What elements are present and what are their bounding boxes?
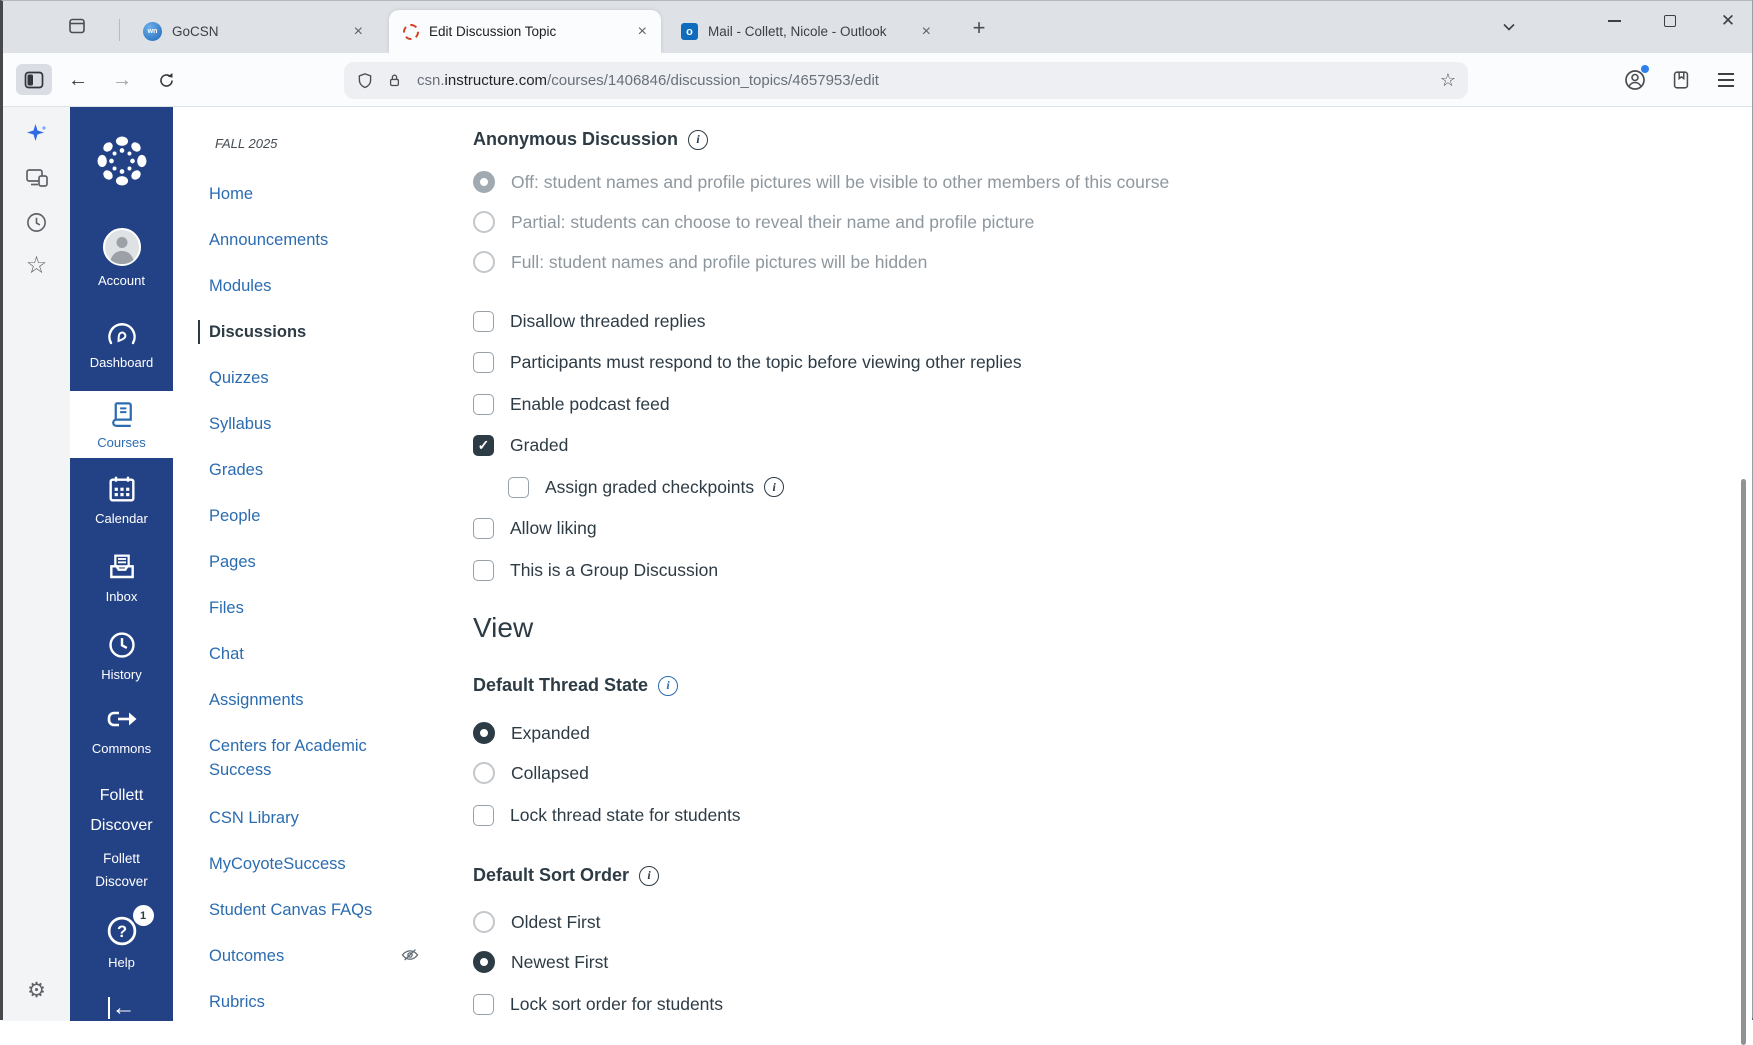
section-title: Default Sort Order [473, 865, 630, 885]
checkbox-label: Disallow threaded replies [510, 310, 706, 331]
sidebar-item-inbox[interactable] [70, 551, 173, 604]
tab-outlook-mail[interactable] [667, 10, 945, 53]
sidebar-item-label: History [101, 667, 142, 682]
collections-icon[interactable] [1664, 63, 1698, 97]
checkbox-lock-sort-order[interactable] [473, 990, 723, 1018]
sidebar-item-label: Dashboard [89, 355, 154, 370]
radio-label: Full: student names and profile pictures will be hidden [511, 251, 928, 272]
sidebar-item-commons[interactable] [70, 707, 173, 756]
shield-icon[interactable] [356, 71, 374, 91]
sidebar-item-follett-discover-2[interactable] [70, 847, 173, 893]
info-icon[interactable]: i [658, 676, 678, 696]
tab-title: Edit Discussion Topic [429, 24, 557, 39]
window-close-button[interactable]: ✕ [1720, 11, 1736, 30]
checkbox-label: This is a Group Discussion [510, 559, 719, 580]
checkbox-graded[interactable] [473, 431, 568, 459]
calendar-icon [106, 473, 138, 505]
tab-title: Mail - Collett, Nicole - Outlook [708, 24, 887, 39]
course-nav-assignments[interactable]: Assignments [209, 691, 304, 709]
hidden-eye-slash-icon [399, 945, 421, 965]
radio-label: Collapsed [511, 762, 589, 783]
history-clock-icon [106, 629, 138, 661]
info-icon[interactable]: i [639, 866, 659, 886]
course-nav-pages[interactable]: Pages [209, 553, 256, 571]
collapse-arrow-icon: ← [108, 997, 136, 1019]
radio-anonymous-full[interactable] [473, 248, 927, 276]
sidebar-item-help[interactable] [70, 909, 173, 970]
browser-sidebar-rail [3, 107, 70, 1021]
checkbox[interactable] [473, 435, 494, 456]
inbox-tray-icon [106, 551, 138, 583]
forward-button[interactable]: → [112, 68, 132, 91]
course-nav-syllabus[interactable]: Syllabus [209, 415, 272, 433]
checkbox-label: Lock sort order for students [510, 993, 724, 1014]
course-nav-modules[interactable]: Modules [209, 277, 272, 295]
browser-toolbar [3, 53, 1752, 107]
checkbox-label: Lock thread state for students [510, 804, 741, 825]
favorites-star-icon[interactable]: ☆ [25, 252, 48, 279]
course-nav-label: Outcomes [209, 947, 285, 965]
course-nav-mycoyotesuccess[interactable]: MyCoyoteSuccess [209, 855, 346, 873]
section-title: Anonymous Discussion [473, 129, 679, 149]
radio-button[interactable] [473, 722, 495, 744]
check-icon: ✓ [477, 436, 490, 453]
tab-title: GoCSN [172, 24, 219, 39]
reload-button[interactable] [149, 63, 183, 97]
checkbox-assign-graded-checkpoints[interactable] [508, 473, 784, 501]
radio-button[interactable] [473, 171, 495, 193]
checkbox[interactable] [473, 560, 494, 581]
course-nav-quizzes[interactable]: Quizzes [209, 369, 269, 387]
checkbox-label: Assign graded checkpoints [545, 476, 755, 497]
sidebar-item-history[interactable] [70, 629, 173, 682]
sidebar-item-label: Inbox [105, 589, 138, 604]
canvas-logo[interactable] [70, 133, 173, 189]
course-nav-student-canvas-faqs[interactable]: Student Canvas FAQs [209, 901, 373, 919]
back-button[interactable]: ← [68, 68, 88, 91]
window-minimize-button[interactable] [1589, 1, 1639, 41]
checkbox-lock-thread-state[interactable] [473, 801, 741, 829]
workspace-icon[interactable] [67, 16, 87, 36]
url-subdomain: csn. [417, 72, 445, 89]
anonymous-discussion-heading [473, 129, 708, 150]
tab-edit-discussion-topic[interactable] [389, 10, 661, 53]
checkbox[interactable] [473, 311, 494, 332]
help-badge: 1 [133, 905, 154, 926]
dashboard-gauge-icon [105, 319, 139, 349]
sidebar-toggle-button[interactable] [16, 64, 52, 95]
radio-button[interactable] [473, 911, 495, 933]
radio-label: Newest First [511, 951, 609, 972]
checkbox-label: Enable podcast feed [510, 393, 670, 414]
radio-button[interactable] [473, 762, 495, 784]
follett-label-line1: Follett [99, 787, 144, 804]
courses-book-icon [107, 399, 137, 429]
checkbox-enable-podcast-feed[interactable] [473, 390, 670, 418]
follett-label-line2: Discover [95, 874, 148, 889]
view-heading: View [473, 612, 534, 643]
sidebar-item-label: Help [108, 955, 135, 970]
lock-icon[interactable] [386, 71, 403, 90]
edit-discussion-settings [463, 107, 1752, 1021]
sidebar-item-follett-discover[interactable] [70, 781, 173, 841]
checkbox-disallow-threaded-replies[interactable] [473, 307, 706, 335]
radio-anonymous-off[interactable] [473, 168, 1169, 196]
sidebar-item-calendar[interactable] [70, 473, 173, 526]
radio-thread-expanded[interactable] [473, 719, 590, 747]
sidebar-item-label: Calendar [95, 511, 148, 526]
checkbox[interactable] [473, 805, 494, 826]
course-nav-rubrics[interactable]: Rubrics [209, 993, 265, 1011]
gocsn-favicon-icon: wn [143, 22, 162, 41]
collapse-nav-button[interactable] [70, 994, 173, 1021]
radio-button[interactable] [473, 951, 495, 973]
course-nav [173, 107, 463, 1021]
url-path: /courses/1406846/discussion_topics/4657953/edit [547, 72, 879, 89]
tab-list-chevron-down-icon[interactable] [1501, 19, 1517, 35]
course-nav-home[interactable]: Home [209, 185, 254, 203]
outlook-favicon-icon: o [681, 23, 698, 40]
default-sort-order-heading [473, 865, 659, 886]
radio-button[interactable] [473, 211, 495, 233]
tab-separator [119, 19, 120, 41]
close-tab-icon[interactable]: × [921, 22, 931, 40]
course-term: FALL 2025 [215, 136, 278, 151]
sidebar-item-dashboard[interactable] [70, 319, 173, 370]
course-nav-people[interactable]: People [209, 507, 261, 525]
default-thread-state-heading [473, 675, 678, 696]
checkbox-label: Allow liking [510, 517, 597, 538]
sidebar-item-courses[interactable] [70, 391, 173, 458]
checkbox[interactable] [473, 394, 494, 415]
radio-thread-collapsed[interactable] [473, 759, 589, 787]
checkbox-group-discussion[interactable] [473, 556, 718, 584]
url-bar[interactable] [344, 62, 1468, 99]
section-title: Default Thread State [473, 675, 649, 695]
copilot-sparkle-icon[interactable] [3, 122, 70, 146]
bookmark-star-icon[interactable]: ☆ [1439, 70, 1456, 90]
course-nav-csn-library[interactable]: CSN Library [209, 809, 299, 827]
checkbox[interactable] [508, 477, 529, 498]
window-maximize-button[interactable] [1645, 1, 1695, 41]
url-domain: instructure.com [444, 72, 548, 89]
radio-label: Expanded [511, 722, 590, 743]
radio-label: Oldest First [511, 911, 601, 932]
tab-gocsn[interactable] [129, 10, 377, 53]
history-clock-icon[interactable] [3, 211, 70, 234]
page-scrollbar[interactable] [1741, 479, 1746, 1045]
course-nav-files[interactable]: Files [209, 599, 244, 617]
follett-label-line1: Follett [103, 851, 140, 866]
settings-gear-icon[interactable]: ⚙ [27, 979, 46, 1002]
sidebar-item-account[interactable] [70, 227, 173, 288]
svg-text:?: ? [116, 923, 127, 941]
checkbox-allow-liking[interactable] [473, 514, 597, 542]
checkbox[interactable] [473, 352, 494, 373]
checkbox-must-respond-before-viewing[interactable] [473, 348, 1022, 376]
course-nav-grades[interactable]: Grades [209, 461, 264, 479]
radio-oldest-first[interactable] [473, 908, 600, 936]
radio-button[interactable] [473, 251, 495, 273]
checkbox[interactable] [473, 518, 494, 539]
follett-label-line2: Discover [90, 817, 153, 834]
course-nav-chat[interactable]: Chat [209, 645, 244, 663]
canvas-favicon-icon [403, 24, 419, 40]
close-tab-icon[interactable]: × [353, 22, 363, 40]
course-nav-outcomes[interactable] [209, 944, 413, 968]
profile-notification-dot [1641, 65, 1649, 73]
course-nav-discussions[interactable]: Discussions [198, 320, 402, 344]
sidebar-item-label: Commons [91, 741, 152, 756]
new-tab-button[interactable]: + [972, 15, 986, 40]
info-icon[interactable]: i [764, 477, 784, 497]
course-nav-centers-for-academic-success[interactable]: Centers for Academic Success [209, 737, 367, 779]
account-avatar-icon [102, 227, 142, 267]
sidebar-item-label: Courses [97, 435, 146, 450]
close-tab-icon[interactable]: × [637, 22, 647, 40]
browser-tab-strip [3, 1, 1752, 53]
course-nav-announcements[interactable]: Announcements [209, 231, 329, 249]
sidebar-item-label: Account [98, 273, 145, 288]
tabs-devices-icon[interactable] [3, 167, 70, 189]
menu-button[interactable] [1709, 63, 1743, 97]
canvas-global-nav [70, 107, 173, 1021]
checkbox-label: Graded [510, 434, 569, 455]
info-icon[interactable]: i [688, 130, 708, 150]
radio-label: Partial: students can choose to reveal their name and profile picture [511, 211, 1035, 232]
commons-share-icon [105, 707, 139, 735]
radio-anonymous-partial[interactable] [473, 208, 1034, 236]
checkbox[interactable] [473, 994, 494, 1015]
radio-newest-first[interactable] [473, 948, 608, 976]
url-text[interactable] [417, 72, 1432, 89]
checkbox-label: Participants must respond to the topic before viewing other replies [510, 351, 1022, 372]
radio-label: Off: student names and profile pictures will be visible to other members of this course [511, 171, 1170, 192]
